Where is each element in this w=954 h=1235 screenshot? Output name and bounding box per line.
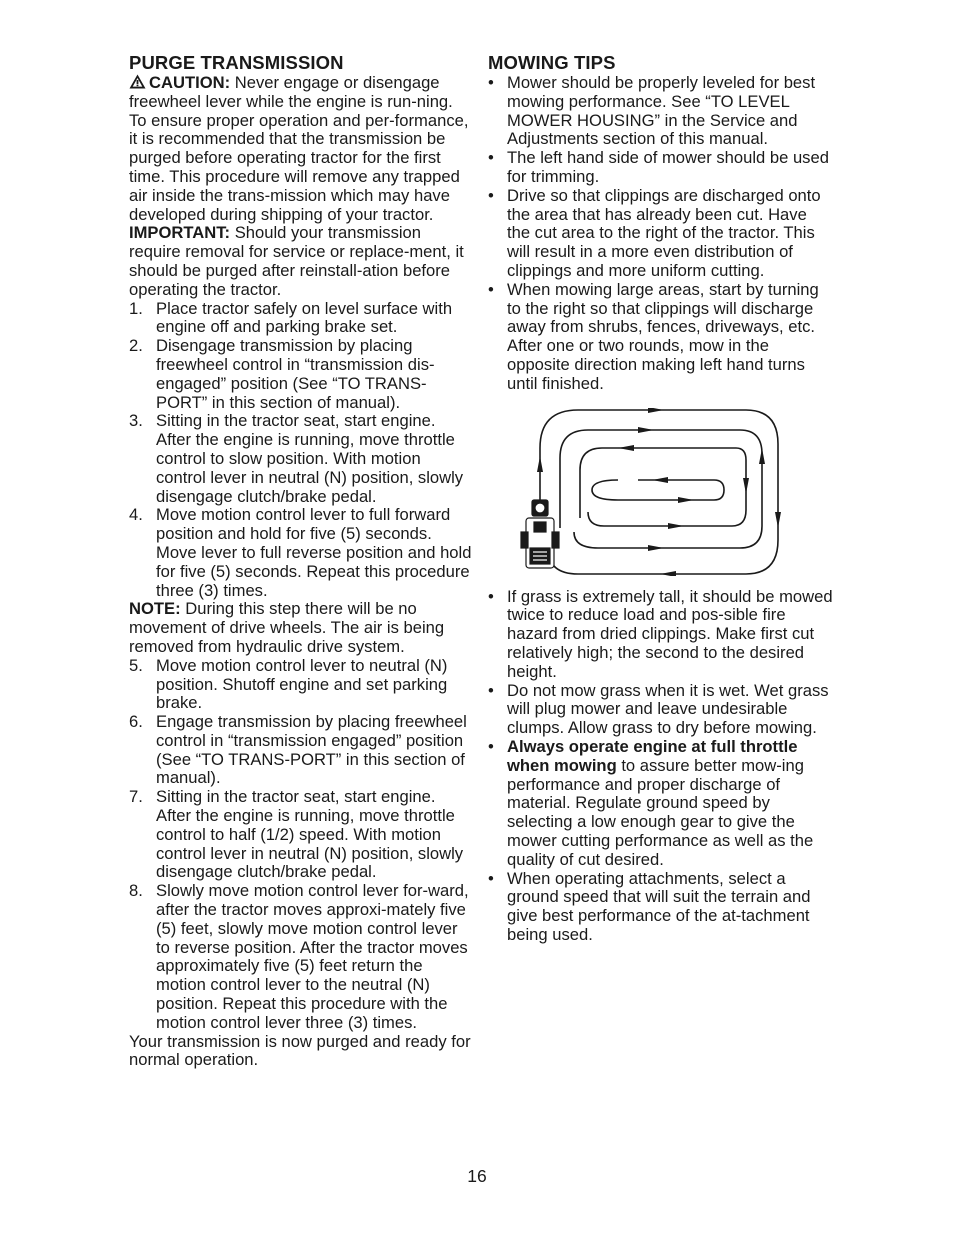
step-item [129, 657, 474, 713]
mowing-path-inner [592, 480, 724, 500]
mowing-path-outer [540, 410, 778, 574]
step-number: 1. [129, 298, 143, 318]
step-item [129, 506, 474, 600]
tip-text: The left hand side of mower should be used for trimming. [507, 148, 829, 186]
tip-text: If grass is extremely tall, it should be mowed twice to reduce load and pos-sible fire hazard from dried clippings. Make first cut relatively high; the second to the desired height. [507, 586, 833, 681]
purge-steps-first [129, 300, 474, 601]
tip-item [488, 74, 833, 149]
step-text: Move motion control lever to neutral (N) position. Shutoff engine and set parking brake. [156, 655, 448, 713]
step-text: Sitting in the tractor seat, start engine. After the engine is running, move throttle control to slow position. With motion control lever in neutral (N) position, slowly disengage clutch/brake pedal. [156, 411, 464, 506]
step-item [129, 788, 474, 882]
purge-intro: To ensure proper operation and per-formance, it is recommended that the transmission be purged before operating tractor for the first time. This procedure will remove any trapped air inside the trans-mission which may have developed during shipping of your tractor. [129, 110, 469, 224]
step-number: 6. [129, 712, 143, 732]
tip-text: Do not mow grass when it is wet. Wet grass will plug mower and leave undesirable clumps. Allow grass to dry before mowing. [507, 680, 829, 738]
bullet: • [488, 680, 494, 700]
bullet: • [488, 736, 494, 756]
step-item [129, 412, 474, 506]
bullet: • [488, 868, 494, 888]
step-number: 8. [129, 881, 143, 901]
tip-item [488, 738, 833, 870]
purge-closing: Your transmission is now purged and ready for normal operation. [129, 1031, 471, 1070]
tip-text: Drive so that clippings are discharged onto the area that has already been cut. Have the cut area to the right of the tractor. This will result in a more even distribution of clippings and more uniform cutting. [507, 185, 821, 280]
tip-item [488, 281, 833, 394]
mowing-title: MOWING TIPS [488, 52, 616, 73]
tip-item [488, 870, 833, 945]
tip-text: Mower should be properly leveled for best mowing performance. See “TO LEVEL MOWER HOUSING” in the Service and Adjustments section of this manual. [507, 73, 816, 149]
step-number: 4. [129, 505, 143, 525]
mowing-pattern-diagram [488, 408, 833, 576]
step-text: Sitting in the tractor seat, start engine. After the engine is running, move throttle control to half (1/2) speed. With motion control lever in neutral (N) position, slowly disengage clutch/brake pedal. [156, 787, 464, 882]
step-item [129, 713, 474, 788]
step-text: Move motion control lever to full forward position and hold for five (5) seconds. Move lever to full reverse position and hold for five (5) seconds. Repeat this procedure three (3) times. [156, 505, 472, 600]
tip-item [488, 149, 833, 187]
bullet: • [488, 73, 494, 92]
step-number: 3. [129, 411, 143, 431]
step-item [129, 882, 474, 1032]
caution-label: CAUTION: [149, 73, 231, 92]
bullet: • [488, 586, 494, 606]
tip-text: When operating attachments, select a ground speed that will suit the terrain and give best performance of the at-tachment being used. [507, 868, 811, 944]
tractor-icon [521, 500, 559, 568]
warning-triangle-icon [129, 74, 146, 89]
tip-text: When mowing large areas, start by turning to the right so that clippings will discharge away from shrubs, fences, driveways, etc. After one or two rounds, mow in the opposite direction making left hand turns until finished. [507, 279, 819, 393]
tip-text: to assure better mow-ing performance and proper discharge of material. Regulate ground speed by selecting a low enough gear to give the mower cutting performance as well as the quality of cut desired. [507, 755, 814, 869]
mowing-tips-list-second [488, 588, 833, 945]
important-paragraph [129, 224, 474, 299]
step-item [129, 300, 474, 338]
purge-steps-second [129, 657, 474, 1033]
important-label: IMPORTANT: [129, 223, 231, 243]
important-text: Should your transmission require removal for service or replace-ment, it should be purged after reinstall-ation before operating the tractor. [129, 223, 464, 299]
mowing-tips-list-first [488, 74, 833, 394]
tip-item [488, 187, 833, 281]
step-text: Disengage transmission by placing freewheel control in “transmission dis-engaged” position (See “TO TRANS-PORT” in this section of manual). [156, 336, 435, 412]
tip-bold-text: Always operate engine at full throttle when mowing [507, 736, 798, 775]
caution-paragraph [129, 74, 474, 112]
note-text: During this step there will be no movement of drive wheels. The air is being removed from hydraulic drive system. [129, 599, 445, 656]
step-text: Engage transmission by placing freewheel control in “transmission engaged” position (See “TO TRANS-PORT” in this section of manual). [156, 712, 467, 788]
step-item [129, 337, 474, 412]
mowing-path-third [580, 448, 746, 526]
purge-transmission-section [129, 52, 474, 1070]
tip-item [488, 588, 833, 682]
bullet: • [488, 185, 494, 205]
bullet: • [488, 279, 494, 299]
step-text: Place tractor safely on level surface with engine off and parking brake set. [156, 298, 453, 337]
page-number: 16 [467, 1166, 487, 1186]
step-number: 2. [129, 336, 143, 356]
caution-text: Never engage or disengage freewheel lever while the engine is run-ning. [129, 73, 453, 111]
mowing-tips-section [488, 52, 833, 945]
note-label: NOTE: [129, 599, 181, 619]
step-number: 5. [129, 655, 143, 675]
note-paragraph [129, 600, 474, 656]
tip-item [488, 682, 833, 738]
bullet: • [488, 148, 494, 168]
purge-title: PURGE TRANSMISSION [129, 52, 344, 73]
step-number: 7. [129, 787, 143, 807]
step-text: Slowly move motion control lever for-ward, after the tractor moves approxi-mately five (5) feet, slowly move motion control lever to reverse position. After the tractor moves approximately five (5) feet return the motion control lever to the neutral (N) position. Repeat this procedure with the motion control lever three (3) times. [156, 881, 469, 1032]
